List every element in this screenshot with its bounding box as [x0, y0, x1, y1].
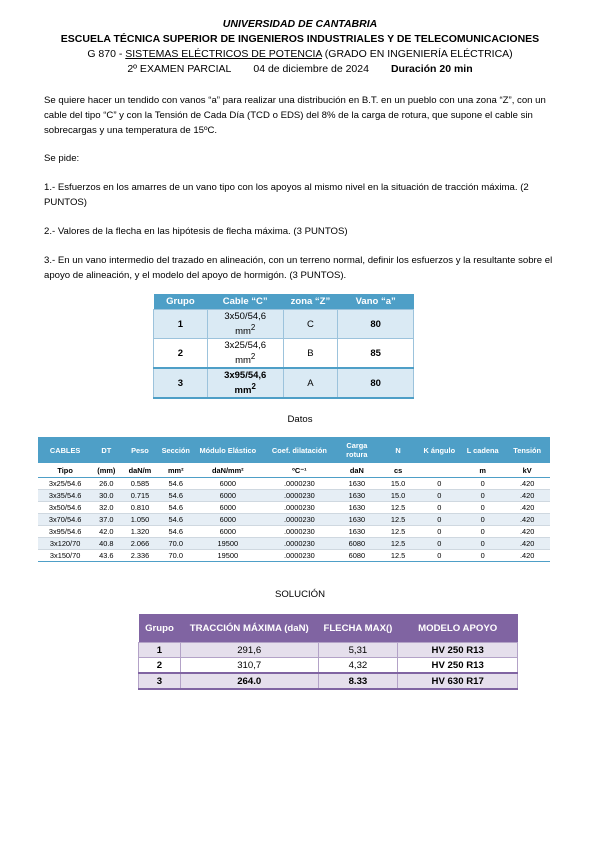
- data-header-cell: DT: [92, 437, 120, 463]
- data-cell: 6080: [335, 550, 378, 562]
- cable-unit: mm: [235, 326, 251, 338]
- groups-cell: B: [283, 339, 338, 369]
- question-1: [44, 180, 564, 210]
- solution-header-cell: Grupo: [139, 614, 181, 643]
- groups-cell: 2: [154, 339, 208, 369]
- groups-cell: 80: [338, 310, 414, 339]
- data-cell: 2.066: [120, 538, 159, 550]
- school-name: ESCUELA TÉCNICA SUPERIOR DE INGENIEROS INDUSTRIALES Y DE TELECOMUNICACIONES: [60, 33, 540, 45]
- data-cell: .0000230: [264, 478, 336, 490]
- data-cell: .0000230: [264, 526, 336, 538]
- groups-cell: 85: [338, 339, 414, 369]
- data-cell: .0000230: [264, 550, 336, 562]
- data-cell: 15.0: [379, 490, 418, 502]
- data-cell: 0: [418, 478, 461, 490]
- solution-cell: 291,6: [180, 643, 318, 658]
- groups-header-cell: Grupo: [154, 294, 208, 310]
- data-cell: 54.6: [159, 514, 192, 526]
- data-cell: 3x50/54.6: [38, 502, 92, 514]
- groups-cell: 1: [154, 310, 208, 339]
- exam-date: 04 de diciembre de 2024: [253, 63, 369, 75]
- data-units-row: [38, 463, 550, 478]
- data-cell: .420: [504, 478, 550, 490]
- groups-row: [154, 339, 414, 369]
- solution-table: [138, 614, 518, 690]
- data-cell: 6000: [192, 490, 264, 502]
- solution-header-cell: MODELO APOYO: [398, 614, 518, 643]
- solution-cell: HV 250 R13: [398, 643, 518, 658]
- unit-cell: kV: [504, 463, 550, 478]
- data-header-row: [38, 437, 550, 463]
- unit-cell: (mm): [92, 463, 120, 478]
- solution-cell: HV 250 R13: [398, 658, 518, 674]
- data-cell: 1.320: [120, 526, 159, 538]
- data-cell: 0.715: [120, 490, 159, 502]
- data-cell: 6080: [335, 538, 378, 550]
- data-cell: 3x120/70: [38, 538, 92, 550]
- unit-cell: m: [461, 463, 504, 478]
- data-cell: 0: [418, 514, 461, 526]
- data-cell: 15.0: [379, 478, 418, 490]
- data-cell: .420: [504, 526, 550, 538]
- course-code: G 870 -: [87, 48, 126, 60]
- data-row: [38, 502, 550, 514]
- question-2-text: 2.- Valores de la flecha en las hipótesis de flecha máxima. (3 PUNTOS): [44, 226, 348, 237]
- data-row: [38, 550, 550, 562]
- data-cell: .420: [504, 490, 550, 502]
- groups-header-cell: Cable “C”: [207, 294, 283, 310]
- data-cell: 0: [418, 490, 461, 502]
- solution-cell: 264.0: [180, 673, 318, 689]
- groups-cable-cell: 3x95/54,6 $mm^2$: [207, 368, 283, 398]
- data-cell: 3x70/54.6: [38, 514, 92, 526]
- data-cell: 54.6: [159, 526, 192, 538]
- data-cell: 3x35/54.6: [38, 490, 92, 502]
- cable-type: 3x50/54,6: [224, 310, 267, 322]
- data-cell: 1630: [335, 490, 378, 502]
- groups-header-cell: zona “Z”: [283, 294, 338, 310]
- data-cell: .0000230: [264, 538, 336, 550]
- data-cell: 0: [418, 502, 461, 514]
- solution-cell: 4,32: [318, 658, 398, 674]
- data-cell: 70.0: [159, 538, 192, 550]
- data-cell: 70.0: [159, 550, 192, 562]
- groups-row: [154, 368, 414, 398]
- data-cell: 1630: [335, 502, 378, 514]
- data-cell: 6000: [192, 502, 264, 514]
- data-table-body: [38, 478, 550, 562]
- statement-text: Se quiere hacer un tendido con vanos “a” para realizar una distribución en B.T. en un pueblo con una zona “Z”, con un cable del tipo “C” y con la Tensión de Cada Día (TCD o EDS) del 8% de la carga de rotura, que supone el cable sin sobrecargas y una temperatura de 15ºC.: [44, 95, 546, 136]
- groups-cell: A: [283, 368, 338, 398]
- data-cell: 37.0: [92, 514, 120, 526]
- solution-row: [139, 658, 518, 674]
- data-header-cell: Sección: [159, 437, 192, 463]
- data-row: [38, 526, 550, 538]
- data-header-cell: Coef. dilatación: [264, 437, 336, 463]
- data-cell: 54.6: [159, 502, 192, 514]
- cable-type: 3x25/54,6: [224, 339, 267, 351]
- data-cell: 1630: [335, 478, 378, 490]
- data-cell: 12.5: [379, 526, 418, 538]
- data-cell: 0: [418, 526, 461, 538]
- data-cell: 40.8: [92, 538, 120, 550]
- solution-cell: 310,7: [180, 658, 318, 674]
- data-cell: 19500: [192, 550, 264, 562]
- university-name: UNIVERSIDAD DE CANTABRIA: [222, 18, 378, 30]
- data-cell: .420: [504, 514, 550, 526]
- data-cell: 54.6: [159, 478, 192, 490]
- data-cell: .0000230: [264, 490, 336, 502]
- data-cell: 3x95/54.6: [38, 526, 92, 538]
- data-cell: 0: [461, 538, 504, 550]
- groups-row: [154, 310, 414, 339]
- data-row: [38, 538, 550, 550]
- data-cell: 0.810: [120, 502, 159, 514]
- unit-cell: daN: [335, 463, 378, 478]
- se-pide-text: Se pide:: [44, 153, 80, 164]
- data-cell: 0.585: [120, 478, 159, 490]
- solution-cell: 3: [139, 673, 181, 689]
- data-cell: 12.5: [379, 502, 418, 514]
- data-cell: 12.5: [379, 538, 418, 550]
- data-cell: 2.336: [120, 550, 159, 562]
- data-header-cell: Carga rotura: [335, 437, 378, 463]
- data-header-cell: Tensión: [504, 437, 550, 463]
- exam-duration: Duración 20 min: [390, 63, 473, 75]
- data-cell: .420: [504, 550, 550, 562]
- data-cell: .420: [504, 502, 550, 514]
- course-line: [0, 47, 600, 62]
- solution-cell: 1: [139, 643, 181, 658]
- data-row: [38, 478, 550, 490]
- question-3-text: 3.- En un vano intermedio del trazado en alineación, con un terreno normal, definir los esfuerzos y la resultante sobre el apoyo de alineación, y el modelo del apoyo de hormigón. (3 PUNTOS).: [44, 255, 553, 281]
- data-cell: 12.5: [379, 550, 418, 562]
- data-cell: 0: [461, 502, 504, 514]
- solution-cell: 8.33: [318, 673, 398, 689]
- cable-type: 3x95/54,6: [224, 369, 267, 381]
- unit-cell: ºC⁻¹: [264, 463, 336, 478]
- datos-caption: Datos: [287, 414, 313, 425]
- solution-row: [139, 643, 518, 658]
- data-cell: 6000: [192, 526, 264, 538]
- data-cell: .0000230: [264, 502, 336, 514]
- data-cell: 0: [461, 526, 504, 538]
- data-cell: 19500: [192, 538, 264, 550]
- data-cell: 6000: [192, 514, 264, 526]
- data-header-cell: CABLES: [38, 437, 92, 463]
- data-header-cell: L cadena: [461, 437, 504, 463]
- data-cell: 43.6: [92, 550, 120, 562]
- data-cell: 0: [461, 478, 504, 490]
- data-cell: 1630: [335, 514, 378, 526]
- problem-statement: [44, 93, 564, 138]
- cable-unit: mm: [234, 385, 252, 397]
- data-cell: 1630: [335, 526, 378, 538]
- data-cell: 0: [418, 550, 461, 562]
- question-1-text: 1.- Esfuerzos en los amarres de un vano tipo con los apoyos al mismo nivel en la situación de tracción máxima. (2 PUNTOS): [44, 182, 529, 208]
- data-cell: 0: [461, 550, 504, 562]
- solucion-caption: SOLUCIÓN: [274, 589, 326, 600]
- solution-header-cell: TRACCIÓN MÁXIMA (daN): [180, 614, 318, 643]
- data-header-cell: K ángulo: [418, 437, 461, 463]
- data-header-cell: N: [379, 437, 418, 463]
- cable-unit: mm: [235, 355, 251, 367]
- data-cell: 12.5: [379, 514, 418, 526]
- degree-name: (GRADO EN INGENIERÍA ELÉCTRICA): [321, 48, 513, 60]
- data-cell: 42.0: [92, 526, 120, 538]
- groups-cable-cell: 3x25/54,6 $mm^2$: [207, 339, 283, 369]
- unit-cell: daN/m: [120, 463, 159, 478]
- solution-header-cell: FLECHA MAX(): [318, 614, 398, 643]
- unit-cell: Tipo: [38, 463, 92, 478]
- data-cell: 32.0: [92, 502, 120, 514]
- data-cell: 0: [461, 490, 504, 502]
- groups-header-cell: Vano “a”: [338, 294, 414, 310]
- data-cell: 1.050: [120, 514, 159, 526]
- data-cell: .420: [504, 538, 550, 550]
- solution-header-row: [139, 614, 518, 643]
- data-header-cell: Peso: [120, 437, 159, 463]
- course-name: SISTEMAS ELÉCTRICOS DE POTENCIA: [125, 48, 322, 60]
- unit-cell: mm²: [159, 463, 192, 478]
- groups-header-row: [154, 294, 414, 310]
- data-cell: 3x25/54.6: [38, 478, 92, 490]
- data-cell: .0000230: [264, 514, 336, 526]
- groups-cell: C: [283, 310, 338, 339]
- groups-cell: 80: [338, 368, 414, 398]
- question-3: [44, 253, 564, 283]
- unit-cell: [418, 463, 461, 478]
- unit-cell: cs: [379, 463, 418, 478]
- exam-header: [0, 17, 600, 77]
- groups-table: [153, 294, 414, 399]
- exam-title: 2º EXAMEN PARCIAL: [127, 63, 232, 75]
- solution-cell: 2: [139, 658, 181, 674]
- question-2: [44, 224, 564, 239]
- se-pide: [44, 151, 564, 166]
- data-cell: 30.0: [92, 490, 120, 502]
- solution-cell: HV 630 R17: [398, 673, 518, 689]
- data-cell: 26.0: [92, 478, 120, 490]
- data-table: [38, 437, 550, 562]
- data-cell: 54.6: [159, 490, 192, 502]
- data-header-cell: Módulo Elástico: [192, 437, 264, 463]
- solution-row: [139, 673, 518, 689]
- data-cell: 0: [461, 514, 504, 526]
- solution-cell: 5,31: [318, 643, 398, 658]
- data-cell: 3x150/70: [38, 550, 92, 562]
- groups-cell: 3: [154, 368, 208, 398]
- exam-info-line: [0, 62, 600, 77]
- data-row: [38, 490, 550, 502]
- groups-cable-cell: 3x50/54,6 $mm^2$: [207, 310, 283, 339]
- data-cell: 0: [418, 538, 461, 550]
- data-cell: 6000: [192, 478, 264, 490]
- data-row: [38, 514, 550, 526]
- unit-cell: daN/mm²: [192, 463, 264, 478]
